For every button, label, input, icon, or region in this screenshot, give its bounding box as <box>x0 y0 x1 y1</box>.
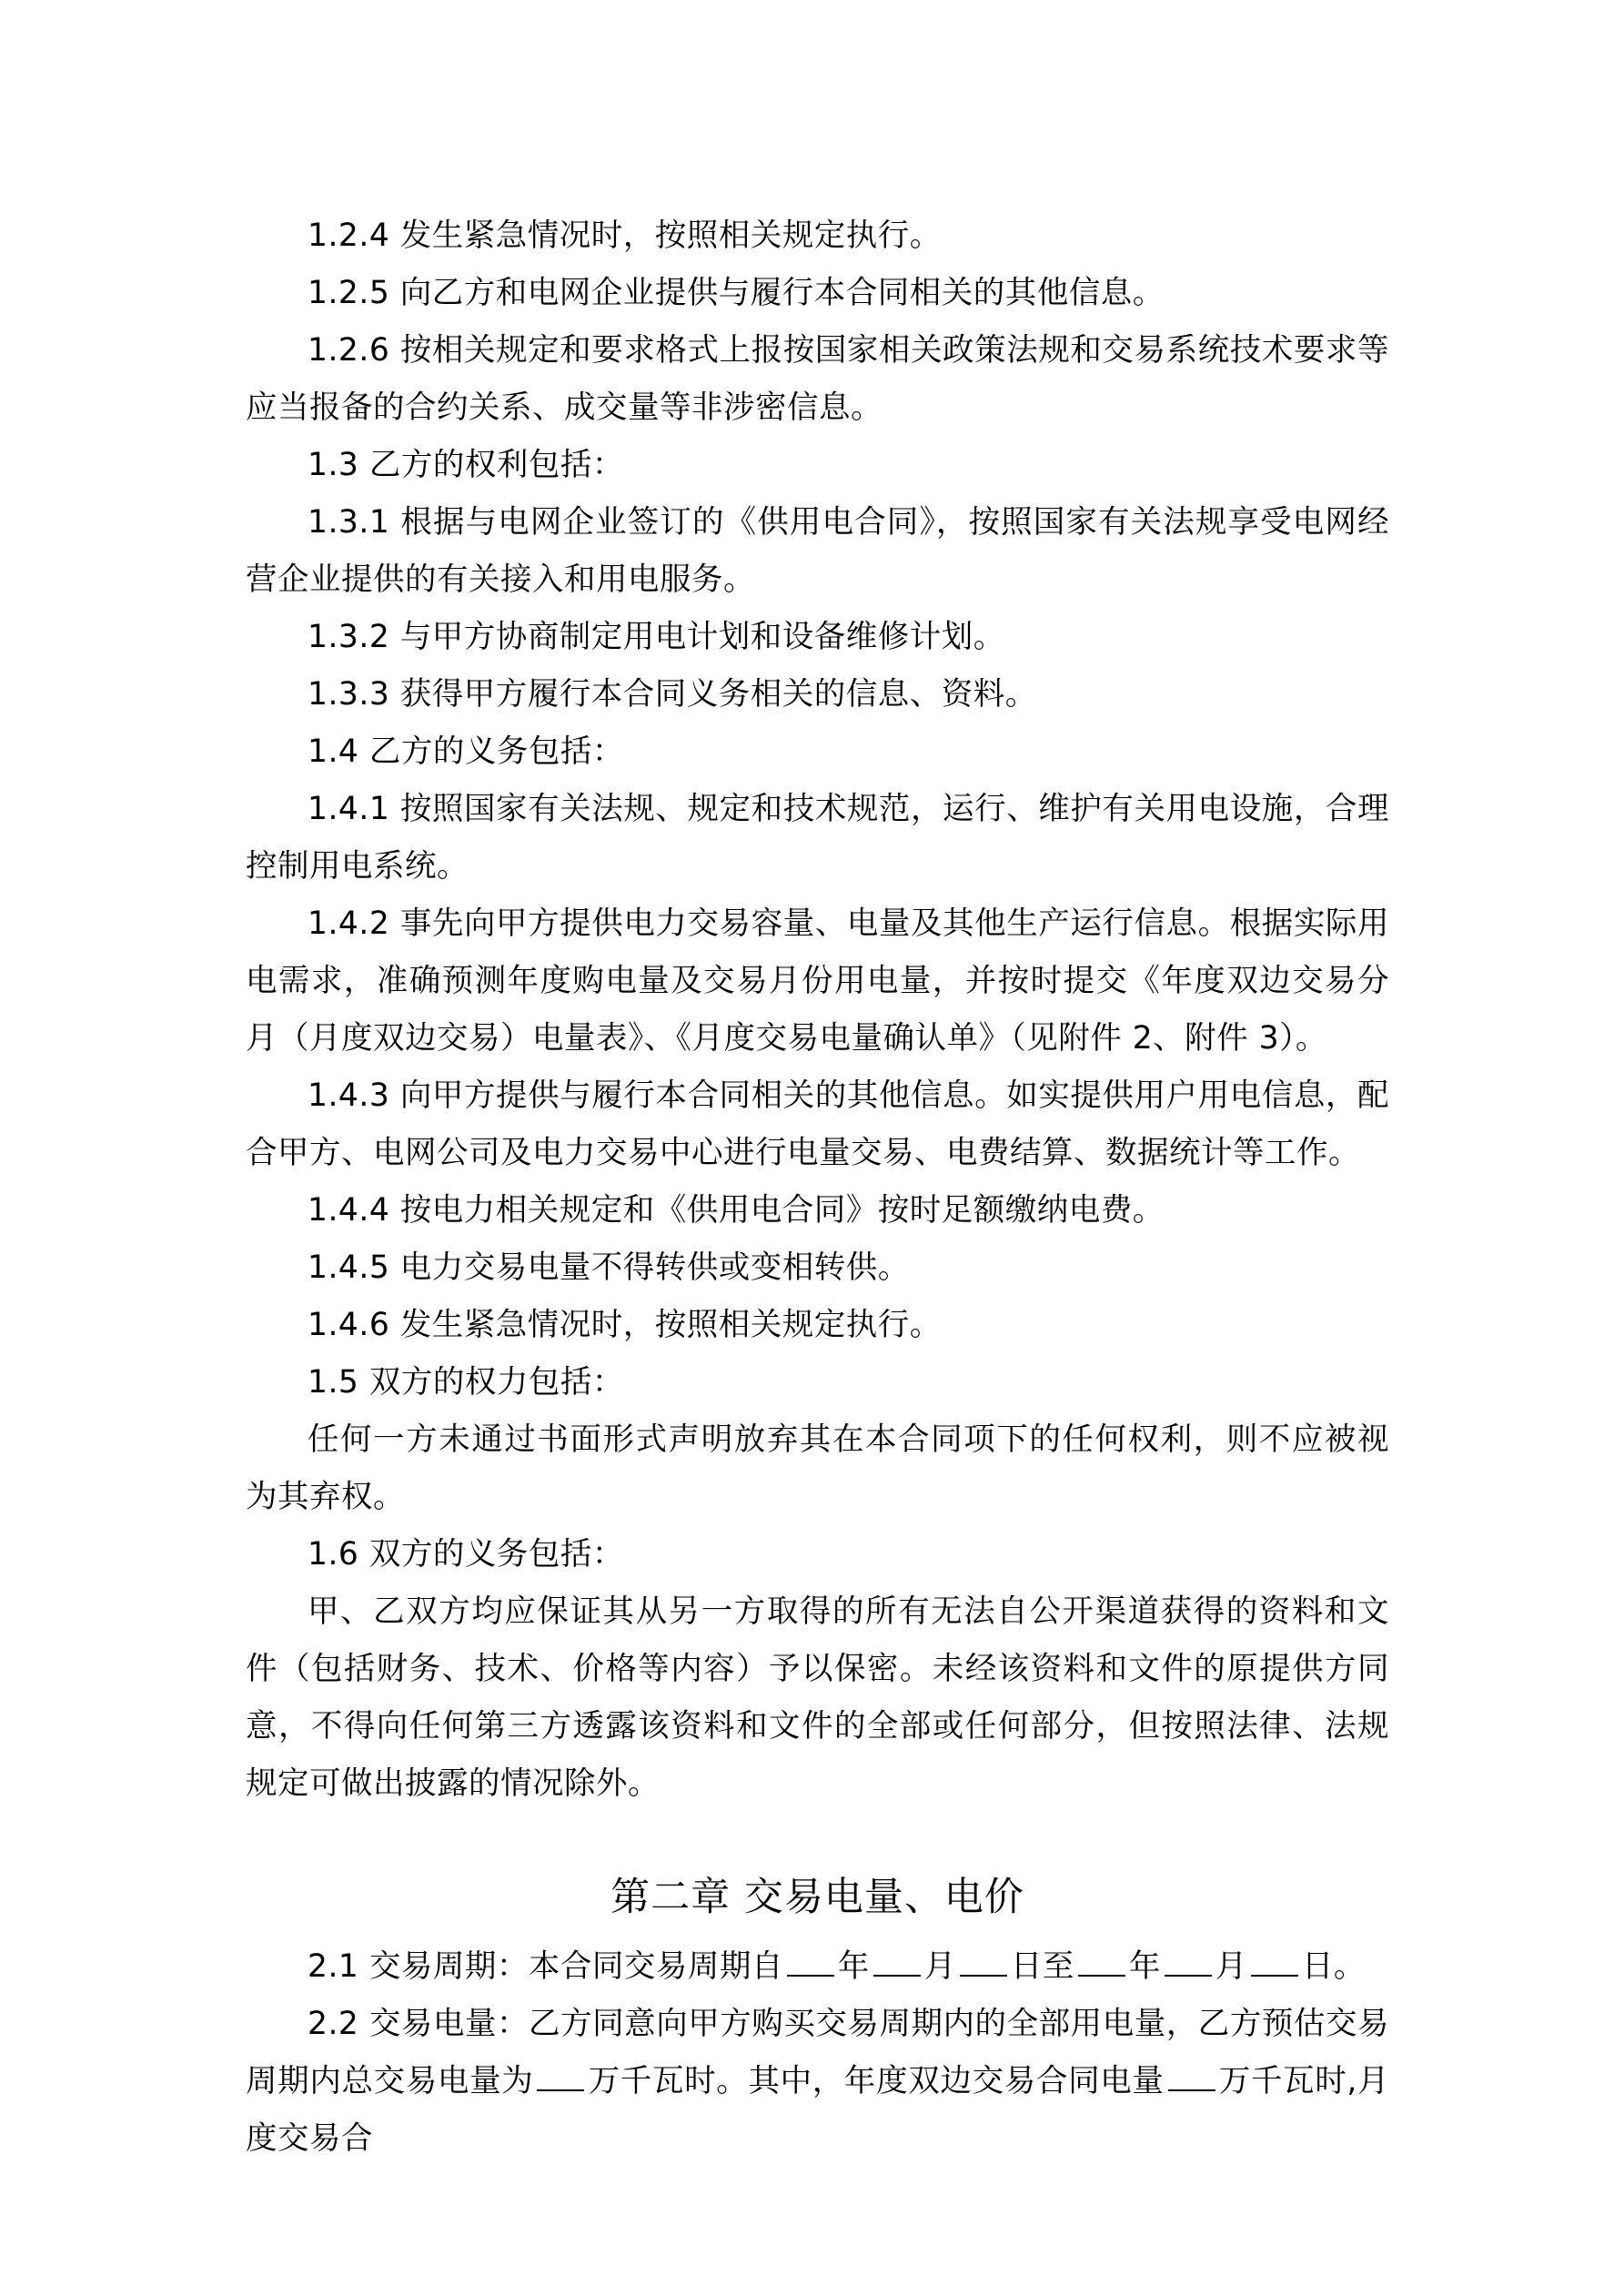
blank-field[interactable] <box>1251 1947 1298 1977</box>
blank-field[interactable] <box>960 1947 1007 1977</box>
clause-2-2-text: 2.2 交易电量：乙方同意向甲方购买交易周期内的全部用电量，乙方预估交易周期内总交易电量为 <box>246 2006 1389 2099</box>
clause-1-3-1: 1.3.1 根据与电网企业签订的《供用电合同》，按照国家有关法规享受电网经营企业提供的有关接入和用电服务。 <box>246 504 1389 598</box>
clause-1-2-5: 1.2.5 向乙方和电网企业提供与履行本合同相关的其他信息。 <box>308 275 1165 311</box>
clause-1-5: 1.5 双方的权力包括： <box>308 1364 624 1401</box>
clause-1-3-3: 1.3.3 获得甲方履行本合同义务相关的信息、资料。 <box>308 676 1037 713</box>
blank-field[interactable] <box>873 1947 921 1977</box>
clause-1-3: 1.3 乙方的权利包括： <box>308 447 624 483</box>
clause-1-6-text: 甲、乙双方均应保证其从另一方取得的所有无法自公开渠道获得的资料和文件（包括财务、技术、价格等内容）予以保密。未经该资料和文件的原提供方同意，不得向任何第三方透露该资料和文件的全部或任何部分，但按照法律、法规规定可做出披露的情况除外。 <box>246 1593 1389 1802</box>
clause-1-6: 1.6 双方的义务包括： <box>308 1536 624 1573</box>
clause-2-1-text: 日至 <box>1010 1948 1074 1985</box>
clause-2-1-text: 年 <box>1128 1948 1161 1985</box>
clause-1-4-2: 1.4.2 事先向甲方提供电力交易容量、电量及其他生产运行信息。根据实际用电需求，准确预测年度购电量及交易月份用电量，并按时提交《年度双边交易分月（月度双边交易）电量表》、《月度交易电量确认单》（见附件 2、附件 3）。 <box>246 905 1389 1057</box>
chapter-title: 第二章 交易电量、电价 <box>610 1875 1024 1920</box>
blank-field[interactable] <box>787 1947 834 1977</box>
clause-2-1 <box>246 1938 1389 1996</box>
clause-2-1-text: 日。 <box>1301 1948 1366 1985</box>
clause-1-2-4: 1.2.4 发生紧急情况时，按照相关规定执行。 <box>308 217 942 254</box>
clause-1-4-5: 1.4.5 电力交易电量不得转供或变相转供。 <box>308 1249 910 1286</box>
clause-2-1-text: 月 <box>1215 1948 1247 1985</box>
blank-field[interactable] <box>1168 2062 1215 2091</box>
clause-1-2-6: 1.2.6 按相关规定和要求格式上报按国家相关政策法规和交易系统技术要求等应当报备的合约关系、成交量等非涉密信息。 <box>246 332 1389 426</box>
clause-1-5-text: 任何一方未通过书面形式声明放弃其在本合同项下的任何权利，则不应被视为其弃权。 <box>246 1421 1389 1515</box>
clause-1-4-3: 1.4.3 向甲方提供与履行本合同相关的其他信息。如实提供用户用电信息，配合甲方、电网公司及电力交易中心进行电量交易、电费结算、数据统计等工作。 <box>246 1077 1389 1171</box>
clause-1-4-4: 1.4.4 按电力相关规定和《供用电合同》按时足额缴纳电费。 <box>308 1192 1165 1229</box>
blank-field[interactable] <box>1165 1947 1212 1977</box>
clause-2-1-text: 年 <box>837 1948 870 1985</box>
clause-1-3-2: 1.3.2 与甲方协商制定用电计划和设备维修计划。 <box>308 619 1005 655</box>
blank-field[interactable] <box>537 2062 584 2091</box>
clause-2-1-text: 月 <box>923 1948 956 1985</box>
clause-1-4-1: 1.4.1 按照国家有关法规、规定和技术规范，运行、维护有关用电设施，合理控制用电系统。 <box>246 791 1389 885</box>
blank-field[interactable] <box>1078 1947 1125 1977</box>
clause-2-2 <box>246 1996 1389 2168</box>
clause-1-4: 1.4 乙方的义务包括： <box>308 733 624 770</box>
body-text <box>246 207 1389 1813</box>
clause-2-1-text: 2.1 交易周期：本合同交易周期自 <box>308 1948 783 1985</box>
clause-1-4-6: 1.4.6 发生紧急情况时，按照相关规定执行。 <box>308 1307 942 1343</box>
clause-2-2-text: 万千瓦时。其中，年度双边交易合同电量 <box>588 2063 1165 2099</box>
clause-2-2-text: 万千瓦时,月度交易合 <box>246 2063 1390 2157</box>
